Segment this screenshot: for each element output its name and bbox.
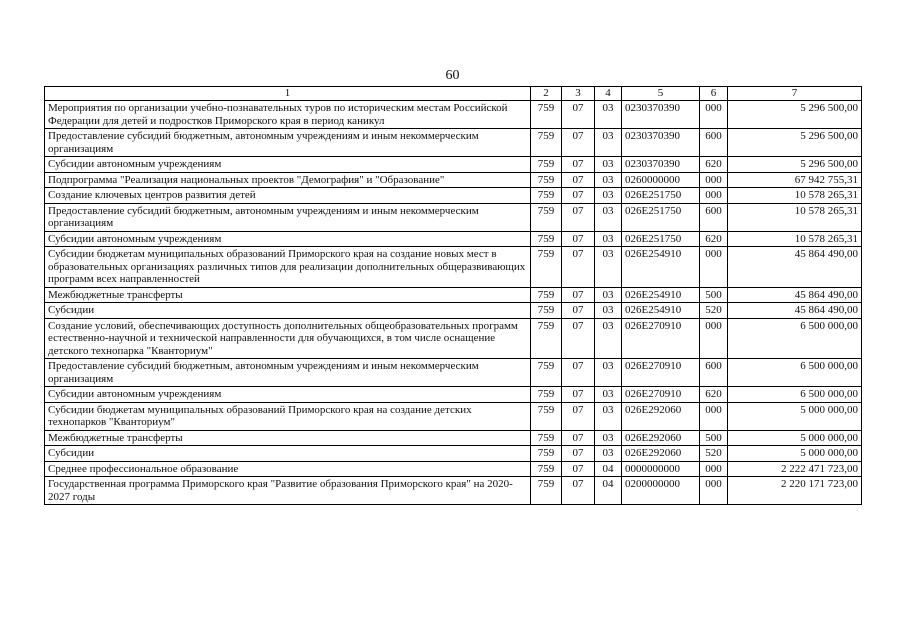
table-row bbox=[45, 387, 862, 403]
cell-grbs: 759 bbox=[531, 157, 562, 173]
cell-name: Создание ключевых центров развития детей bbox=[45, 188, 531, 204]
cell-expense-type: 520 bbox=[700, 303, 728, 319]
cell-name: Мероприятия по организации учебно-познавательных туров по историческим местам Российской Федерации для детей и подростков Приморского края в период каникул bbox=[45, 101, 531, 129]
cell-section: 07 bbox=[562, 231, 595, 247]
page-number: 60 bbox=[445, 68, 460, 83]
cell-target-article: 026E292060 bbox=[622, 446, 700, 462]
cell-amount: 6 500 000,00 bbox=[728, 318, 862, 359]
cell-name: Подпрограмма "Реализация национальных проектов "Демография" и "Образование" bbox=[45, 172, 531, 188]
column-header-section: 3 bbox=[562, 87, 595, 101]
cell-target-article: 026E251750 bbox=[622, 188, 700, 204]
cell-section: 07 bbox=[562, 157, 595, 173]
cell-expense-type: 600 bbox=[700, 129, 728, 157]
cell-section: 07 bbox=[562, 129, 595, 157]
table-row bbox=[45, 101, 862, 129]
cell-subsection: 03 bbox=[595, 446, 622, 462]
cell-amount: 67 942 755,31 bbox=[728, 172, 862, 188]
cell-name: Предоставление субсидий бюджетным, автономным учреждениям и иным некоммерческим организациям bbox=[45, 129, 531, 157]
cell-subsection: 03 bbox=[595, 287, 622, 303]
cell-subsection: 03 bbox=[595, 402, 622, 430]
cell-grbs: 759 bbox=[531, 477, 562, 505]
cell-amount: 6 500 000,00 bbox=[728, 359, 862, 387]
cell-section: 07 bbox=[562, 287, 595, 303]
budget-table bbox=[44, 86, 862, 505]
column-header-target-article: 5 bbox=[622, 87, 700, 101]
cell-grbs: 759 bbox=[531, 231, 562, 247]
cell-target-article: 0230370390 bbox=[622, 157, 700, 173]
cell-amount: 10 578 265,31 bbox=[728, 188, 862, 204]
table-row bbox=[45, 231, 862, 247]
cell-subsection: 04 bbox=[595, 461, 622, 477]
table-row bbox=[45, 129, 862, 157]
cell-amount: 6 500 000,00 bbox=[728, 387, 862, 403]
cell-target-article: 026E270910 bbox=[622, 359, 700, 387]
cell-name: Межбюджетные трансферты bbox=[45, 430, 531, 446]
table-row bbox=[45, 446, 862, 462]
cell-section: 07 bbox=[562, 461, 595, 477]
cell-subsection: 03 bbox=[595, 157, 622, 173]
cell-expense-type: 500 bbox=[700, 287, 728, 303]
cell-subsection: 03 bbox=[595, 387, 622, 403]
cell-section: 07 bbox=[562, 359, 595, 387]
cell-subsection: 03 bbox=[595, 188, 622, 204]
cell-amount: 5 296 500,00 bbox=[728, 157, 862, 173]
table-row bbox=[45, 188, 862, 204]
cell-name: Субсидии автономным учреждениям bbox=[45, 157, 531, 173]
table-row bbox=[45, 461, 862, 477]
cell-amount: 2 222 471 723,00 bbox=[728, 461, 862, 477]
cell-amount: 45 864 490,00 bbox=[728, 303, 862, 319]
cell-subsection: 03 bbox=[595, 203, 622, 231]
cell-expense-type: 000 bbox=[700, 477, 728, 505]
cell-subsection: 03 bbox=[595, 318, 622, 359]
cell-amount: 5 296 500,00 bbox=[728, 101, 862, 129]
cell-grbs: 759 bbox=[531, 318, 562, 359]
cell-section: 07 bbox=[562, 402, 595, 430]
cell-target-article: 026E254910 bbox=[622, 287, 700, 303]
cell-target-article: 026E270910 bbox=[622, 318, 700, 359]
cell-name: Создание условий, обеспечивающих доступность дополнительных общеобразовательных программ естественно-научной и технической направленности для обучающихся, в том числе оснащение детского технопарка "Кванториум" bbox=[45, 318, 531, 359]
cell-amount: 5 000 000,00 bbox=[728, 402, 862, 430]
cell-subsection: 03 bbox=[595, 129, 622, 157]
cell-section: 07 bbox=[562, 430, 595, 446]
cell-section: 07 bbox=[562, 172, 595, 188]
cell-grbs: 759 bbox=[531, 287, 562, 303]
cell-target-article: 0230370390 bbox=[622, 101, 700, 129]
cell-section: 07 bbox=[562, 303, 595, 319]
cell-grbs: 759 bbox=[531, 461, 562, 477]
table-row bbox=[45, 287, 862, 303]
cell-name: Предоставление субсидий бюджетным, автономным учреждениям и иным некоммерческим организациям bbox=[45, 359, 531, 387]
cell-subsection: 03 bbox=[595, 430, 622, 446]
cell-name: Межбюджетные трансферты bbox=[45, 287, 531, 303]
cell-expense-type: 000 bbox=[700, 402, 728, 430]
cell-target-article: 026E292060 bbox=[622, 430, 700, 446]
cell-section: 07 bbox=[562, 203, 595, 231]
cell-section: 07 bbox=[562, 318, 595, 359]
cell-section: 07 bbox=[562, 247, 595, 288]
cell-grbs: 759 bbox=[531, 129, 562, 157]
cell-expense-type: 000 bbox=[700, 247, 728, 288]
cell-expense-type: 000 bbox=[700, 172, 728, 188]
cell-expense-type: 520 bbox=[700, 446, 728, 462]
cell-expense-type: 600 bbox=[700, 359, 728, 387]
cell-amount: 45 864 490,00 bbox=[728, 287, 862, 303]
cell-name: Субсидии автономным учреждениям bbox=[45, 387, 531, 403]
table-header-row bbox=[45, 87, 862, 101]
cell-amount: 45 864 490,00 bbox=[728, 247, 862, 288]
cell-grbs: 759 bbox=[531, 247, 562, 288]
cell-grbs: 759 bbox=[531, 387, 562, 403]
cell-target-article: 026E270910 bbox=[622, 387, 700, 403]
cell-subsection: 03 bbox=[595, 359, 622, 387]
table-row bbox=[45, 157, 862, 173]
cell-expense-type: 620 bbox=[700, 231, 728, 247]
table-body bbox=[45, 101, 862, 505]
cell-subsection: 04 bbox=[595, 477, 622, 505]
cell-grbs: 759 bbox=[531, 303, 562, 319]
cell-target-article: 0230370390 bbox=[622, 129, 700, 157]
column-header-subsection: 4 bbox=[595, 87, 622, 101]
cell-expense-type: 620 bbox=[700, 387, 728, 403]
cell-amount: 5 296 500,00 bbox=[728, 129, 862, 157]
cell-section: 07 bbox=[562, 188, 595, 204]
column-header-expense-type: 6 bbox=[700, 87, 728, 101]
column-header-name: 1 bbox=[45, 87, 531, 101]
cell-section: 07 bbox=[562, 477, 595, 505]
cell-grbs: 759 bbox=[531, 188, 562, 204]
cell-expense-type: 000 bbox=[700, 188, 728, 204]
cell-name: Субсидии бюджетам муниципальных образований Приморского края на создание новых мест в образовательных организациях различных типов для реализации дополнительных общеразвивающих программ всех направленностей bbox=[45, 247, 531, 288]
cell-grbs: 759 bbox=[531, 446, 562, 462]
cell-target-article: 0200000000 bbox=[622, 477, 700, 505]
cell-amount: 5 000 000,00 bbox=[728, 430, 862, 446]
cell-expense-type: 600 bbox=[700, 203, 728, 231]
table-row bbox=[45, 402, 862, 430]
cell-grbs: 759 bbox=[531, 101, 562, 129]
cell-target-article: 026E254910 bbox=[622, 247, 700, 288]
table-row bbox=[45, 303, 862, 319]
cell-expense-type: 620 bbox=[700, 157, 728, 173]
table-row bbox=[45, 172, 862, 188]
cell-section: 07 bbox=[562, 101, 595, 129]
cell-grbs: 759 bbox=[531, 402, 562, 430]
table-row bbox=[45, 430, 862, 446]
cell-name: Субсидии автономным учреждениям bbox=[45, 231, 531, 247]
cell-name: Предоставление субсидий бюджетным, автономным учреждениям и иным некоммерческим организациям bbox=[45, 203, 531, 231]
cell-target-article: 0260000000 bbox=[622, 172, 700, 188]
cell-target-article: 026E254910 bbox=[622, 303, 700, 319]
cell-expense-type: 500 bbox=[700, 430, 728, 446]
cell-subsection: 03 bbox=[595, 247, 622, 288]
cell-name: Субсидии bbox=[45, 303, 531, 319]
cell-expense-type: 000 bbox=[700, 101, 728, 129]
table-row bbox=[45, 318, 862, 359]
cell-grbs: 759 bbox=[531, 430, 562, 446]
cell-section: 07 bbox=[562, 387, 595, 403]
cell-name: Субсидии bbox=[45, 446, 531, 462]
cell-name: Среднее профессиональное образование bbox=[45, 461, 531, 477]
cell-name: Субсидии бюджетам муниципальных образований Приморского края на создание детских технопарков "Кванториум" bbox=[45, 402, 531, 430]
cell-target-article: 026E251750 bbox=[622, 203, 700, 231]
cell-amount: 10 578 265,31 bbox=[728, 203, 862, 231]
cell-amount: 10 578 265,31 bbox=[728, 231, 862, 247]
cell-amount: 2 220 171 723,00 bbox=[728, 477, 862, 505]
cell-section: 07 bbox=[562, 446, 595, 462]
cell-subsection: 03 bbox=[595, 101, 622, 129]
cell-subsection: 03 bbox=[595, 172, 622, 188]
cell-expense-type: 000 bbox=[700, 318, 728, 359]
table-row bbox=[45, 247, 862, 288]
table-row bbox=[45, 477, 862, 505]
cell-subsection: 03 bbox=[595, 231, 622, 247]
table-row bbox=[45, 203, 862, 231]
cell-expense-type: 000 bbox=[700, 461, 728, 477]
column-header-grbs: 2 bbox=[531, 87, 562, 101]
cell-target-article: 0000000000 bbox=[622, 461, 700, 477]
cell-name: Государственная программа Приморского края "Развитие образования Приморского края" на 2020-2027 годы bbox=[45, 477, 531, 505]
cell-grbs: 759 bbox=[531, 359, 562, 387]
table-row bbox=[45, 359, 862, 387]
cell-target-article: 026E251750 bbox=[622, 231, 700, 247]
cell-grbs: 759 bbox=[531, 203, 562, 231]
cell-subsection: 03 bbox=[595, 303, 622, 319]
cell-target-article: 026E292060 bbox=[622, 402, 700, 430]
column-header-amount: 7 bbox=[728, 87, 862, 101]
cell-grbs: 759 bbox=[531, 172, 562, 188]
cell-amount: 5 000 000,00 bbox=[728, 446, 862, 462]
